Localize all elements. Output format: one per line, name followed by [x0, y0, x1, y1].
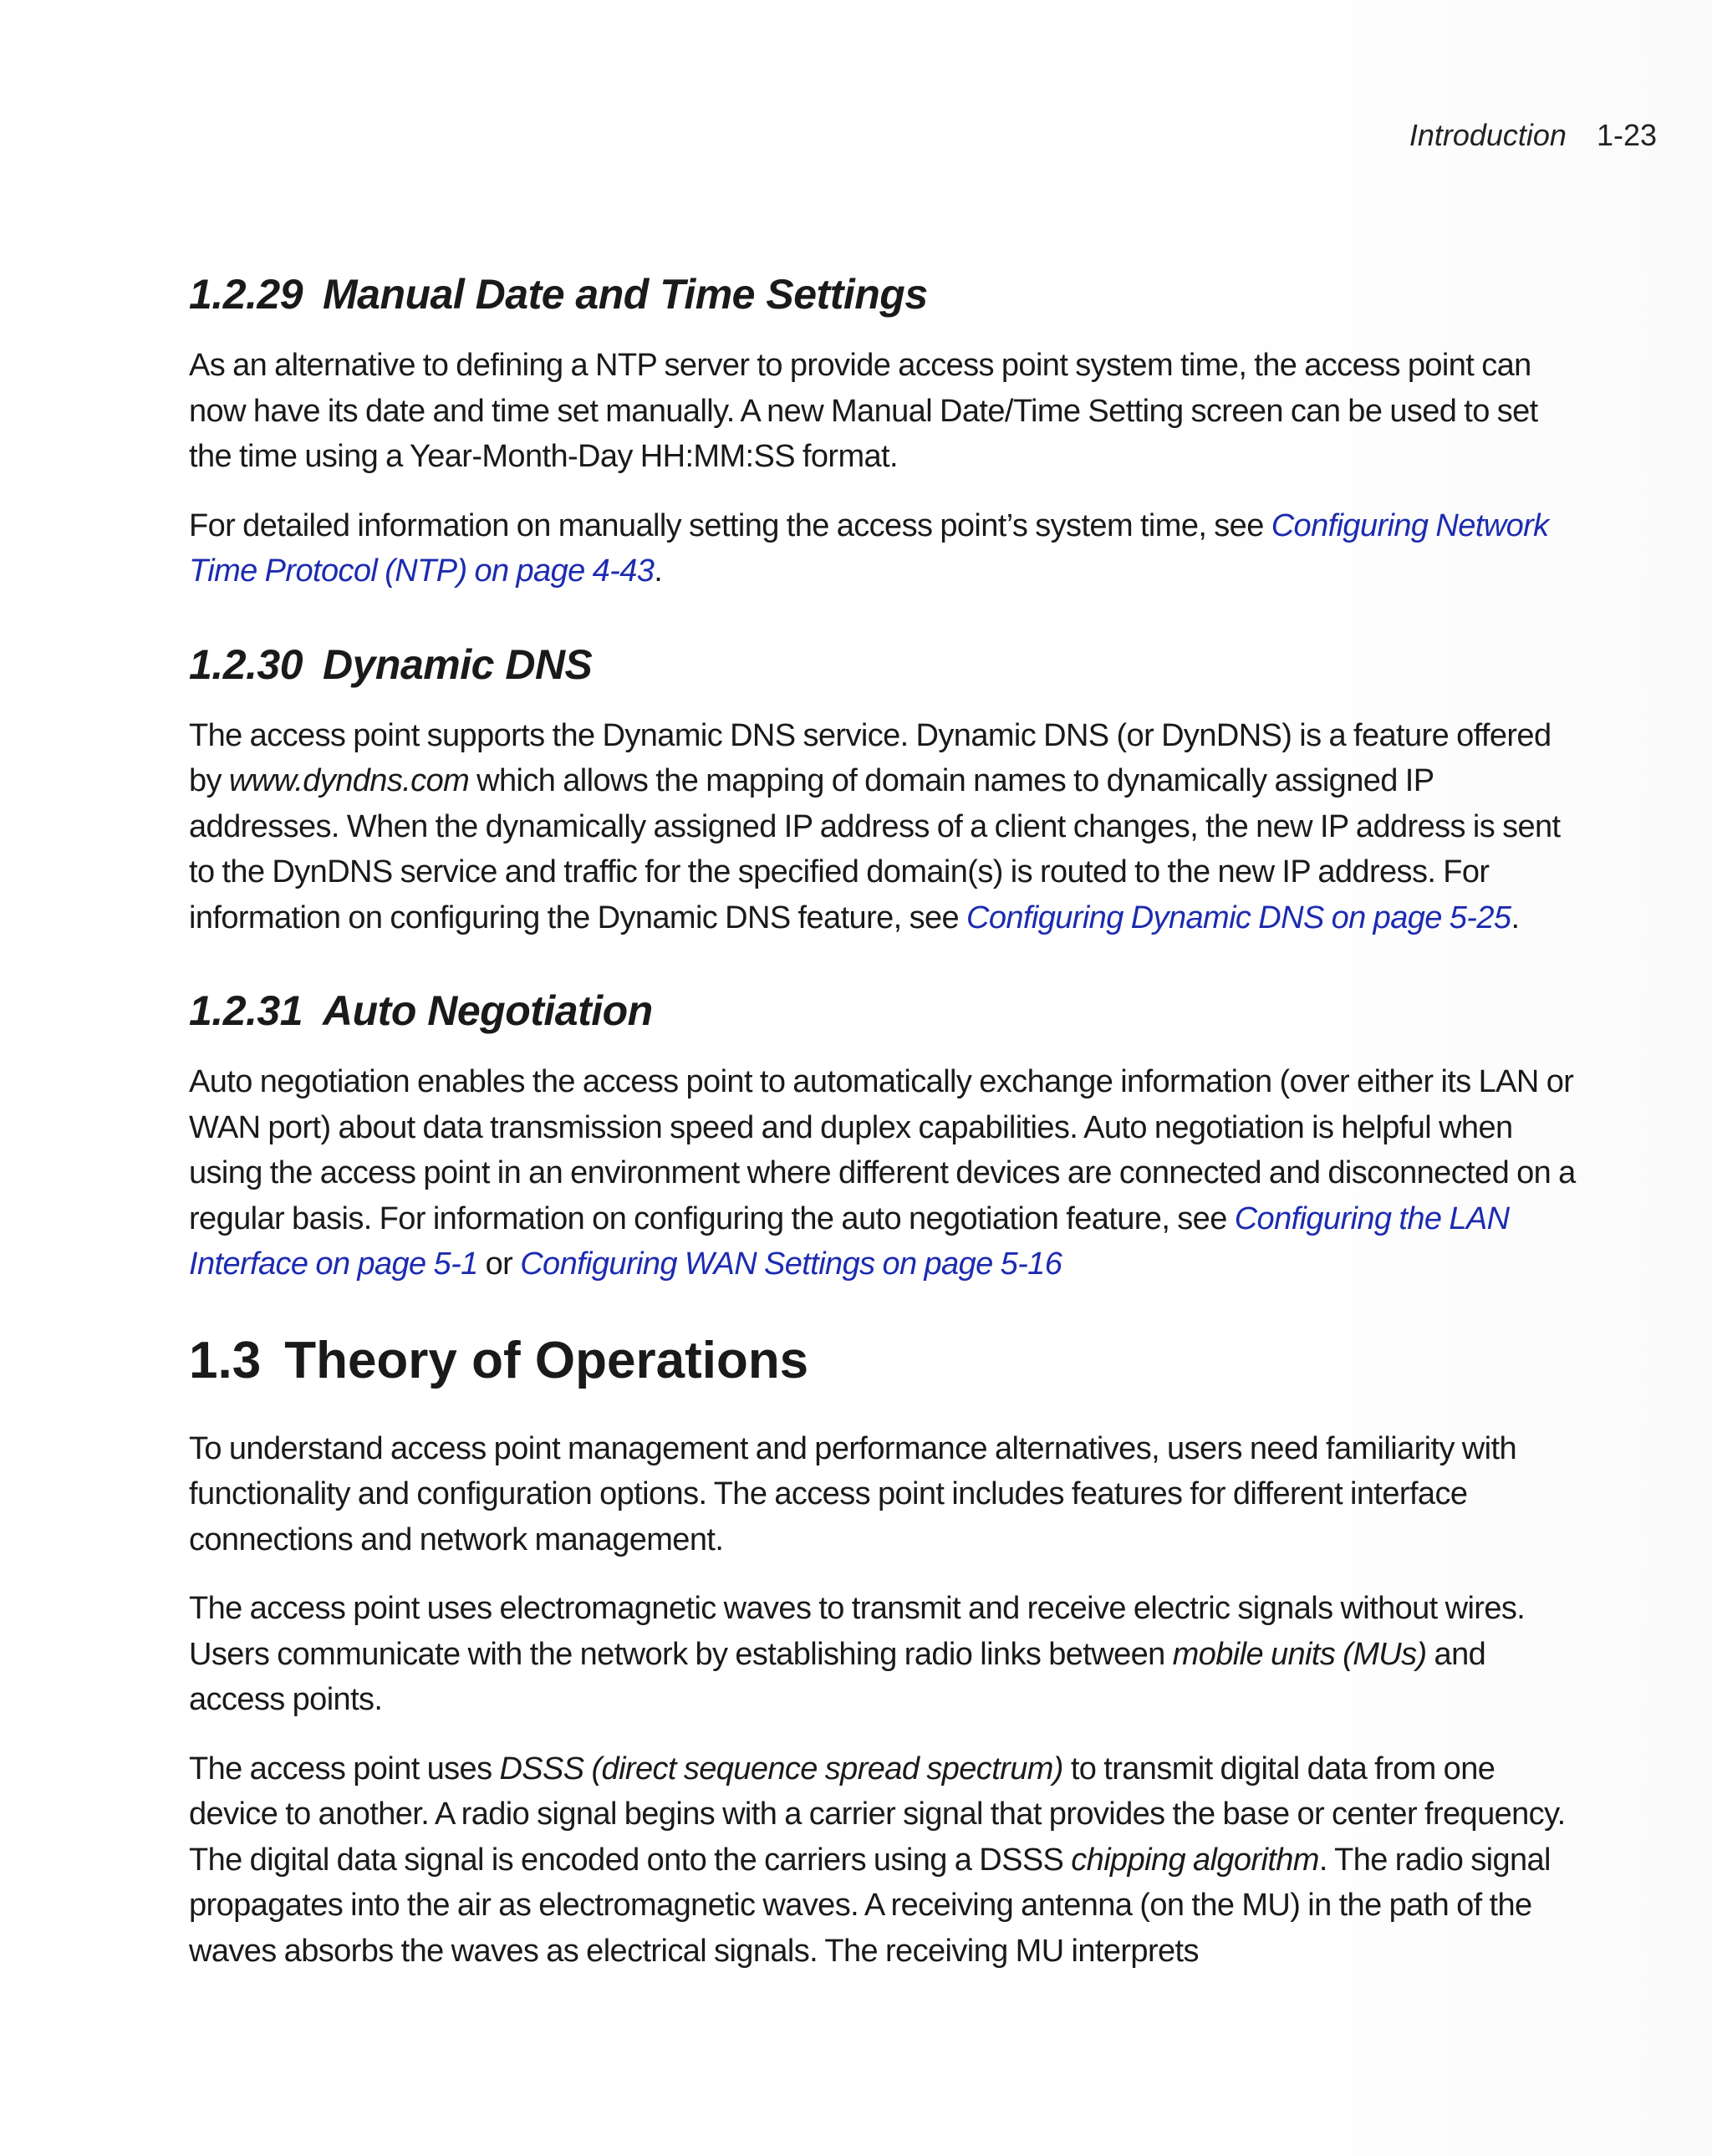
- section-number: 1.3: [189, 1331, 262, 1389]
- xref-link-ntp[interactable]: Configuring Network Time Protocol (NTP) on page 4-43: [189, 507, 1549, 589]
- paragraph-text: .: [654, 553, 663, 589]
- xref-link-lan-interface[interactable]: Configuring the LAN Interface on page 5-1: [189, 1200, 1510, 1282]
- paragraph-text: For detailed information on manually setting the access point’s system time, see: [189, 507, 1271, 543]
- emphasis-term: DSSS (direct sequence spread spectrum): [499, 1751, 1063, 1786]
- section-title: Manual Date and Time Settings: [323, 271, 928, 318]
- paragraph-text: which allows the mapping of domain names to dynamically assigned IP addresses. When the dynamically assigned IP address of a client changes, the new IP address is sent to the DynDNS service and traffic for the specified domain(s) is routed to the new IP address. For information on configuring the Dynamic DNS feature, see: [189, 763, 1561, 935]
- paragraph-text: Auto negotiation enables the access point to automatically exchange information (over either its LAN or WAN port) about data transmission speed and duplex capabilities. Auto negotiation is helpful when using the access point in an environment where different devices are connected and disconnected on a regular basis. For information on configuring the auto negotiation feature, see: [189, 1064, 1576, 1236]
- xref-link-dynamic-dns[interactable]: Configuring Dynamic DNS on page 5-25: [966, 900, 1511, 935]
- paragraph-text: and access points.: [189, 1636, 1486, 1717]
- paragraph: [189, 1059, 1577, 1287]
- dyndns-url: www.dyndns.com: [228, 763, 470, 798]
- page-content: [189, 268, 1577, 1997]
- paragraph-text: The access point uses electromagnetic waves to transmit and receive electric signals without wires. Users communicate with the network by establishing radio links between: [189, 1591, 1526, 1672]
- paragraph: [189, 503, 1577, 594]
- section-number: 1.2.29: [189, 271, 303, 318]
- paragraph-text: . The radio signal propagates into the air as electromagnetic waves. A receiving antenna (on the MU) in the path of the waves absorbs the waves as electrical signals. The receiving MU interprets: [189, 1842, 1551, 1969]
- header-page-number: 1-23: [1596, 118, 1657, 152]
- running-header: [1409, 117, 1657, 154]
- xref-link-wan-settings[interactable]: Configuring WAN Settings on page 5-16: [520, 1246, 1062, 1282]
- paragraph: [189, 1586, 1577, 1723]
- section-heading-auto-negotiation: [189, 984, 1577, 1037]
- header-section-label: Introduction: [1409, 118, 1567, 152]
- section-title: Theory of Operations: [284, 1331, 809, 1389]
- paragraph: [189, 1746, 1577, 1975]
- section-heading-manual-date-time: [189, 268, 1577, 321]
- paragraph: As an alternative to defining a NTP server to provide access point system time, the access point can now have its date and time set manually. A new Manual Date/Time Setting screen can be used to set the time using a Year-Month-Day HH:MM:SS format.: [189, 348, 1538, 474]
- section-title: Auto Negotiation: [323, 987, 653, 1034]
- emphasis-term: chipping algorithm: [1071, 1842, 1319, 1878]
- paragraph-text: or: [477, 1246, 521, 1282]
- section-title: Dynamic DNS: [323, 640, 593, 688]
- paragraph: [189, 713, 1577, 941]
- section-number: 1.2.31: [189, 987, 303, 1034]
- paragraph-text: to transmit digital data from one device to another. A radio signal begins with a carrier signal that provides the base or center frequency. The digital data signal is encoded onto the carriers using a DSSS: [189, 1751, 1566, 1878]
- section-heading-dynamic-dns: [189, 638, 1577, 691]
- emphasis-term: mobile units (MUs): [1172, 1636, 1427, 1672]
- paragraph-text: The access point uses: [189, 1751, 500, 1786]
- paragraph-text: The access point supports the Dynamic DNS service. Dynamic DNS (or DynDNS) is a feature offered by: [189, 717, 1552, 798]
- chapter-section-heading-theory: [189, 1329, 1577, 1393]
- paragraph-text: .: [1511, 900, 1520, 935]
- section-number: 1.2.30: [189, 640, 303, 688]
- paragraph: To understand access point management and performance alternatives, users need familiarity with functionality and configuration options. The access point includes features for different interface connections and network management.: [189, 1430, 1516, 1557]
